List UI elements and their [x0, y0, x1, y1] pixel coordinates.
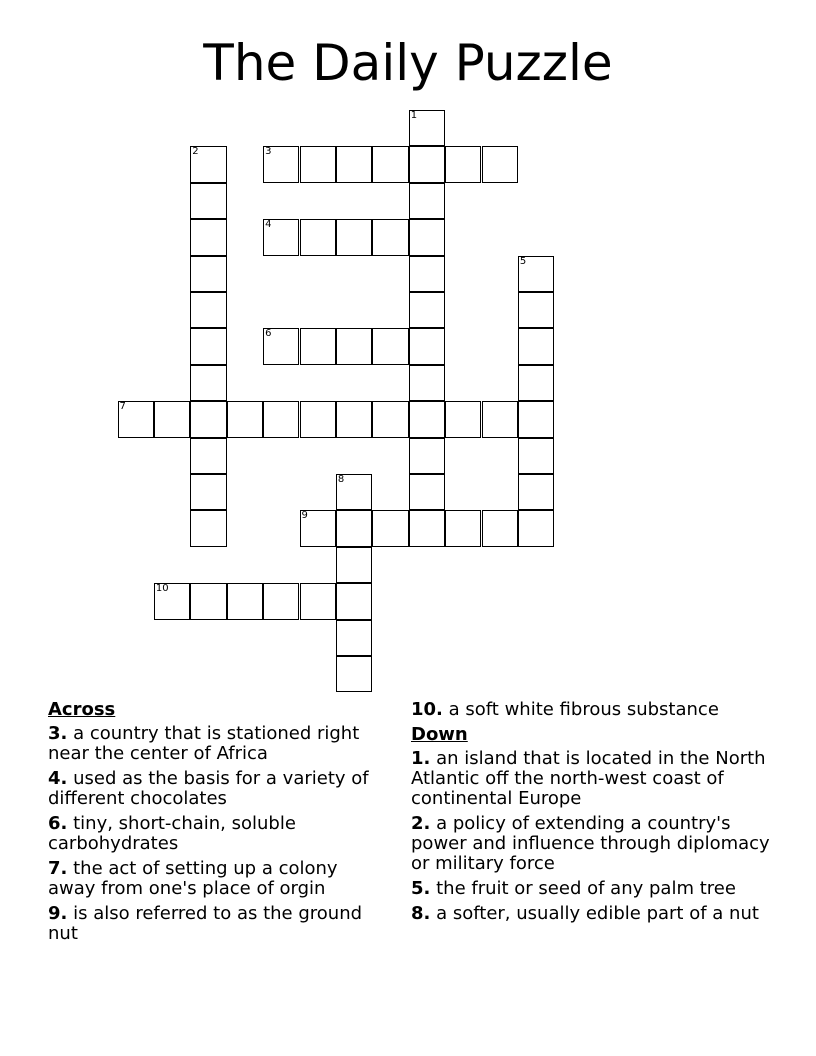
grid-cell[interactable]	[336, 547, 372, 583]
grid-cell[interactable]	[336, 328, 372, 364]
grid-cell[interactable]	[263, 328, 299, 364]
grid-cell[interactable]	[409, 183, 445, 219]
clue-across-3: 3. a country that is stationed right near the center of Africa	[48, 723, 360, 764]
grid-cell[interactable]	[300, 146, 336, 182]
grid-cell[interactable]	[409, 365, 445, 401]
grid-cell[interactable]	[336, 401, 372, 437]
grid-cell[interactable]	[190, 438, 226, 474]
cell-number: 2	[192, 146, 199, 158]
cell-number: 7	[119, 401, 126, 413]
grid-cell[interactable]	[336, 219, 372, 255]
grid-cell[interactable]	[190, 292, 226, 328]
grid-cell[interactable]	[445, 401, 481, 437]
grid-cell[interactable]	[336, 510, 372, 546]
grid-cell[interactable]	[518, 292, 554, 328]
clue-down-1: 1. an island that is located in the North Atlantic off the north-west coast of continental Europe	[411, 748, 766, 809]
grid-cell[interactable]	[190, 474, 226, 510]
grid-cell[interactable]	[263, 583, 299, 619]
grid-cell[interactable]	[518, 328, 554, 364]
clue-across-4: 4. used as the basis for a variety of different chocolates	[48, 768, 369, 809]
grid-cell[interactable]	[300, 583, 336, 619]
cell-number: 5	[519, 255, 527, 267]
clues-column-left	[48, 700, 388, 949]
grid-cell[interactable]	[300, 328, 336, 364]
clue-down-2: 2. a policy of extending a country's power and influence through diplomacy or military force	[411, 813, 770, 874]
grid-cell[interactable]	[190, 510, 226, 546]
grid-cell[interactable]	[300, 510, 336, 546]
grid-cell[interactable]	[336, 474, 372, 510]
grid-cell[interactable]	[190, 401, 226, 437]
grid-cell[interactable]	[409, 110, 445, 146]
grid-cell[interactable]	[372, 401, 408, 437]
grid-cell[interactable]	[154, 583, 190, 619]
grid-cell[interactable]	[263, 219, 299, 255]
cell-number: 9	[301, 510, 308, 522]
grid-cell[interactable]	[336, 583, 372, 619]
grid-cell[interactable]	[409, 219, 445, 255]
cell-number: 8	[337, 474, 345, 485]
grid-cell[interactable]	[263, 401, 299, 437]
grid-cell[interactable]	[190, 183, 226, 219]
grid-cell[interactable]	[445, 510, 481, 546]
grid-cell[interactable]	[227, 401, 263, 437]
grid-cell[interactable]	[227, 583, 263, 619]
grid-cell[interactable]	[482, 510, 518, 546]
grid-cell[interactable]	[482, 401, 518, 437]
grid-cell[interactable]	[409, 474, 445, 510]
grid-cell[interactable]	[518, 365, 554, 401]
grid-cell[interactable]	[190, 146, 226, 182]
grid-cell[interactable]	[190, 256, 226, 292]
grid-cell[interactable]	[518, 474, 554, 510]
page-title: The Daily Puzzle	[203, 34, 613, 92]
grid-cell[interactable]	[409, 438, 445, 474]
across-heading: Across	[48, 699, 116, 720]
down-heading: Down	[411, 724, 468, 745]
clue-down-5: 5. the fruit or seed of any palm tree	[411, 878, 736, 899]
cell-number: 3	[265, 146, 272, 158]
grid-cell[interactable]	[336, 146, 372, 182]
grid-cell[interactable]	[409, 292, 445, 328]
clue-down-8: 8. a softer, usually edible part of a nut	[411, 903, 759, 924]
grid-cell[interactable]	[118, 401, 154, 437]
grid-cell[interactable]	[300, 219, 336, 255]
cell-number: 10	[155, 583, 169, 595]
clue-across-10: 10. a soft white fibrous substance	[411, 699, 719, 720]
cell-number: 6	[265, 328, 272, 340]
grid-cell[interactable]	[445, 146, 481, 182]
grid-cell[interactable]	[300, 401, 336, 437]
grid-cell[interactable]	[482, 146, 518, 182]
grid-cell[interactable]	[263, 146, 299, 182]
grid-cell[interactable]	[409, 328, 445, 364]
grid-cell[interactable]	[409, 146, 445, 182]
clue-across-6: 6. tiny, short-chain, soluble carbohydrates	[48, 813, 296, 854]
grid-cell[interactable]	[154, 401, 190, 437]
grid-cell[interactable]	[372, 328, 408, 364]
clue-across-9: 9. is also referred to as the ground nut	[48, 903, 363, 944]
grid-cell[interactable]	[518, 401, 554, 437]
grid-cell[interactable]	[190, 365, 226, 401]
grid-cell[interactable]	[518, 438, 554, 474]
grid-cell[interactable]	[518, 256, 554, 292]
clues-column-right	[411, 700, 781, 929]
grid-cell[interactable]	[336, 656, 372, 692]
cell-number: 1	[410, 110, 418, 121]
grid-cell[interactable]	[518, 510, 554, 546]
grid-cell[interactable]	[372, 219, 408, 255]
grid-cell[interactable]	[190, 328, 226, 364]
grid-cell[interactable]	[372, 510, 408, 546]
grid-cell[interactable]	[190, 583, 226, 619]
grid-cell[interactable]	[190, 219, 226, 255]
grid-cell[interactable]	[409, 256, 445, 292]
grid-cell[interactable]	[336, 620, 372, 656]
grid-cell[interactable]	[372, 146, 408, 182]
grid-cell[interactable]	[409, 510, 445, 546]
clue-across-7: 7. the act of setting up a colony away from one's place of orgin	[48, 858, 338, 899]
grid-cell[interactable]	[409, 401, 445, 437]
cell-number: 4	[265, 219, 272, 231]
